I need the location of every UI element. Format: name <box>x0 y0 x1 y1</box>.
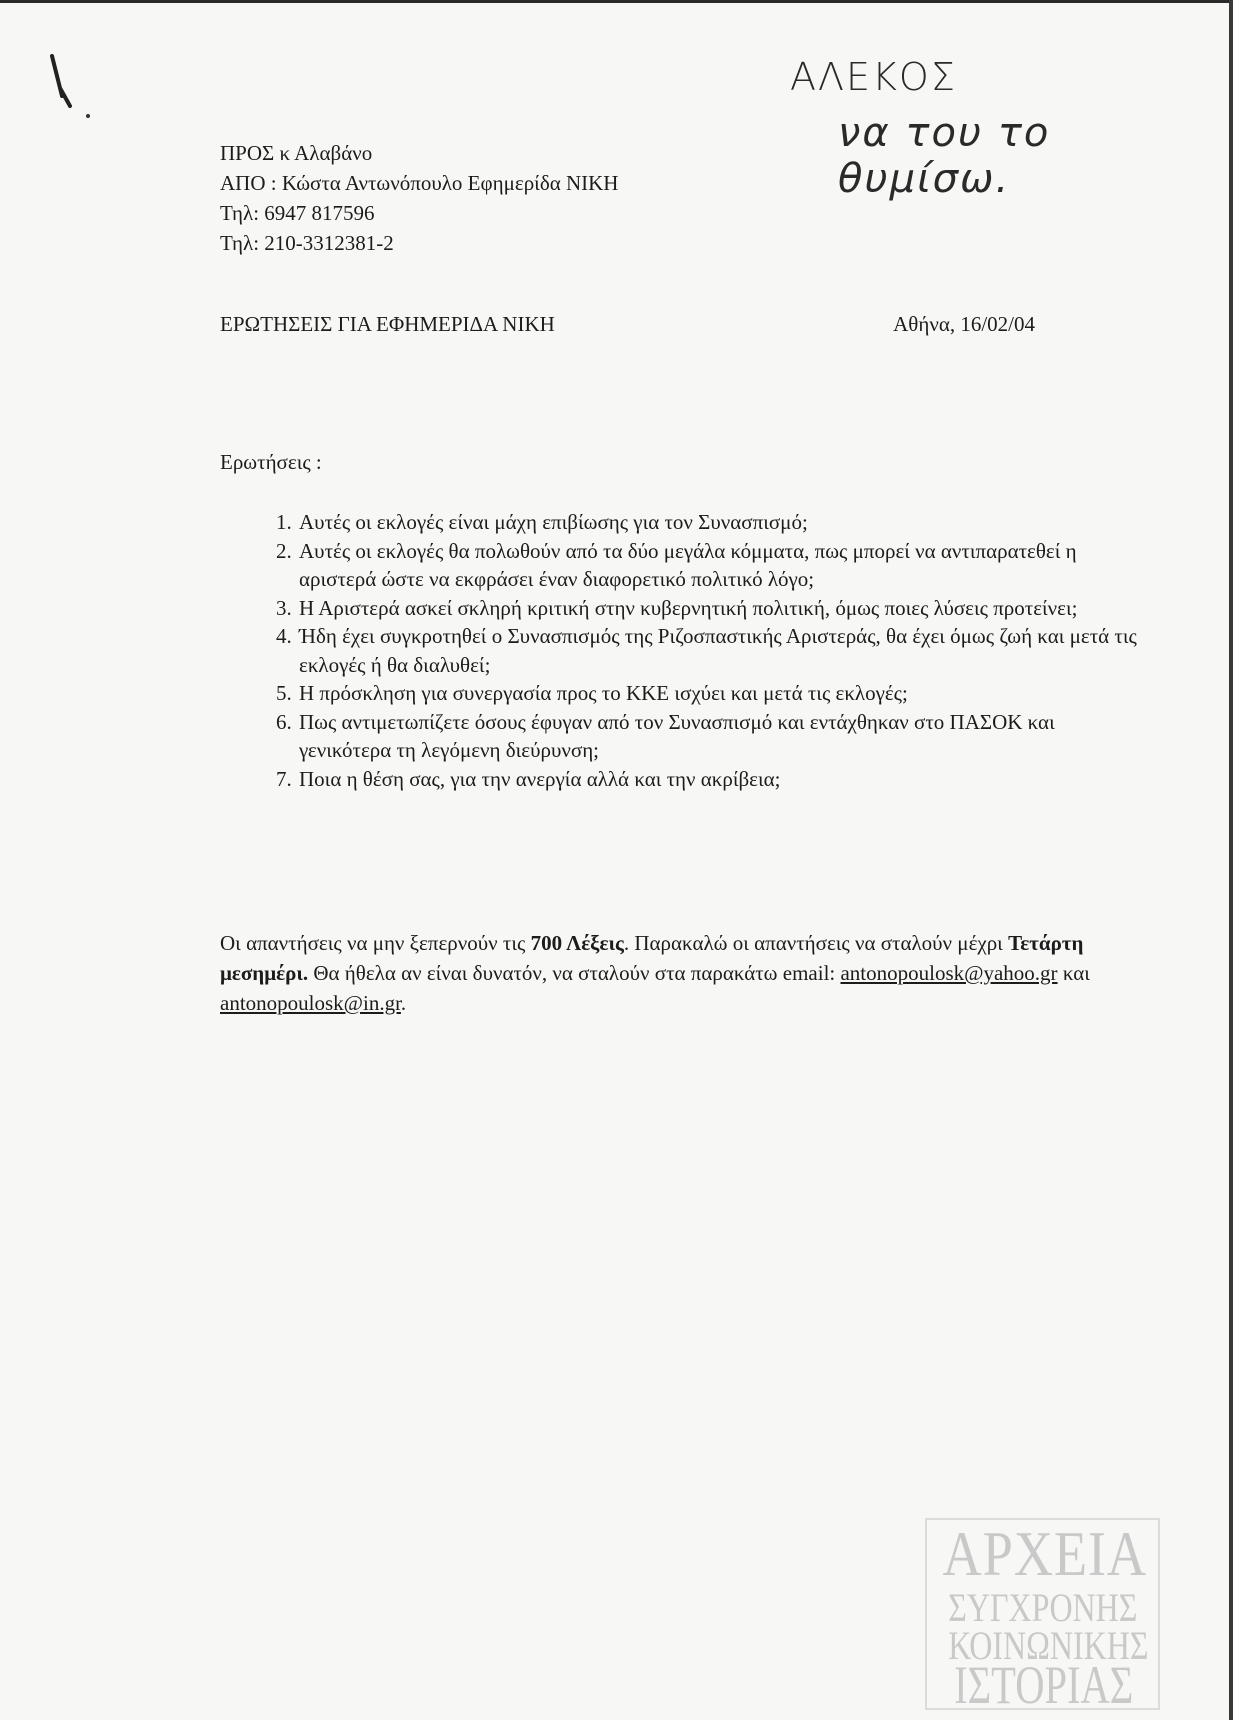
questions-label: Ερωτήσεις : <box>220 450 322 474</box>
word-limit: 700 Λέξεις <box>530 931 624 955</box>
document-date: Αθήνα, 16/02/04 <box>893 312 1035 336</box>
handwritten-name: ΑΛΕΚΟΣ <box>790 55 957 99</box>
question-item: 2. Αυτές οι εκλογές θα πολωθούν από τα δύο μεγάλα κόμματα, πως μπορεί να αντιπαρατεθεί η αριστερά ώστε να εκφράσει έναν διαφορετικό πολιτικό λόγο; <box>297 537 1147 594</box>
question-item: 7. Ποια η θέση σας, για την ανεργία αλλά και την ακρίβεια; <box>297 765 1147 794</box>
ink-mark-icon <box>40 48 100 118</box>
question-item: 6. Πως αντιμετωπίζετε όσους έφυγαν από τον Συνασπισμό και εντάχθηκαν στο ΠΑΣΟΚ και γενικότερα τη λεγόμενη διεύρυνση; <box>297 708 1147 765</box>
sender-line: ΑΠΟ : Κώστα Αντωνόπουλο Εφημερίδα ΝΙΚΗ <box>220 171 619 195</box>
closing-text-2: . Παρακαλώ οι απαντήσεις να σταλούν μέχρι <box>623 931 1009 955</box>
letter-header <box>220 138 618 258</box>
closing-end: . <box>400 991 407 1015</box>
question-item: 1. Αυτές οι εκλογές είναι μάχη επιβίωσης για τον Συνασπισμό; <box>297 508 1147 537</box>
stamp-line-4: ΙΣΤΟΡΙΑΣ <box>954 1655 1134 1715</box>
closing-text-3: Θα ήθελα αν είναι δυνατόν, να σταλούν στα παρακάτω email: <box>308 961 841 985</box>
stamp-line-2: ΣΥΓΧΡΟΝΗΣ <box>948 1585 1138 1630</box>
email-link-yahoo[interactable]: antonopoulosk@yahoo.gr <box>840 961 1058 985</box>
archive-stamp <box>925 1518 1158 1715</box>
closing-joiner: και <box>1057 961 1090 985</box>
questions-list <box>240 508 1147 793</box>
closing-paragraph <box>220 928 1120 1018</box>
document-title: ΕΡΩΤΗΣΕΙΣ ΓΙΑ ΕΦΗΜΕΡΙΔΑ ΝΙΚΗ <box>220 312 555 336</box>
question-item: 4. Ήδη έχει συγκροτηθεί ο Συνασπισμός της Ριζοσπαστικής Αριστεράς, θα έχει όμως ζωή και μετά τις εκλογές ή θα διαλυθεί; <box>297 622 1147 679</box>
phone-line-2: Τηλ: 210-3312381-2 <box>220 231 394 255</box>
question-item: 5. Η πρόσκληση για συνεργασία προς το ΚΚΕ ισχύει και μετά τις εκλογές; <box>297 679 1147 708</box>
phone-line-1: Τηλ: 6947 817596 <box>220 201 375 225</box>
stamp-line-3: ΚΟΙΝΩΝΙΚΗΣ <box>948 1623 1149 1668</box>
stamp-line-1: ΑΡΧΕΙΑ <box>942 1518 1148 1589</box>
email-link-in[interactable]: antonopoulosk@in.gr <box>220 991 401 1015</box>
recipient-line: ΠΡΟΣ κ Αλαβάνο <box>220 141 373 165</box>
page-right-edge <box>1229 0 1233 1720</box>
question-item: 3. Η Αριστερά ασκεί σκληρή κριτική στην κυβερνητική πολιτική, όμως ποιες λύσεις προτείνει; <box>297 594 1147 623</box>
handwritten-reminder: να του το θυμίσω. <box>838 110 1051 202</box>
page-top-edge <box>0 0 1233 3</box>
deadline: Τετάρτη μεσημέρι. <box>220 931 1084 985</box>
closing-text-1: Οι απαντήσεις να μην ξεπερνούν τις <box>220 931 531 955</box>
